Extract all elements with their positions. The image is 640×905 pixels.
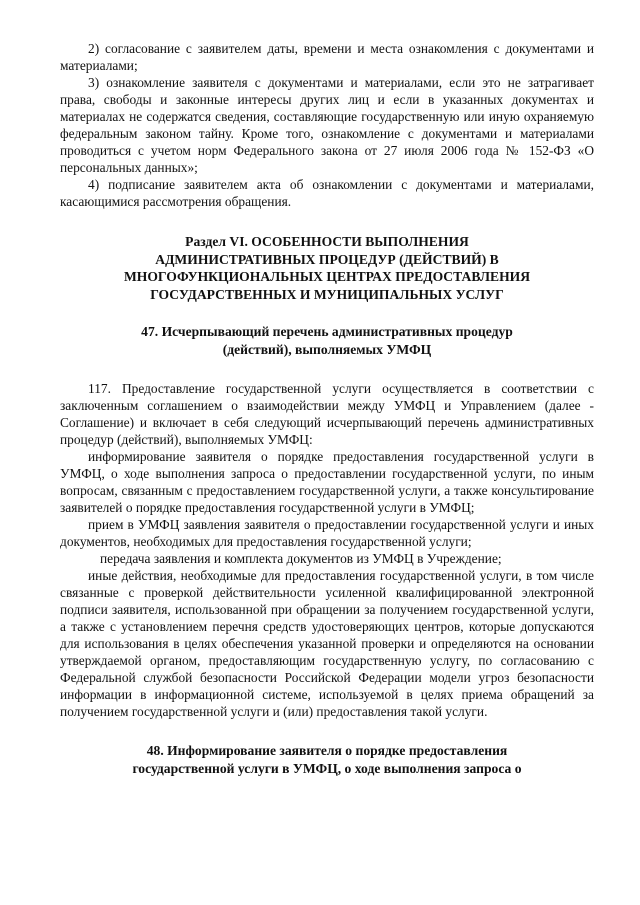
paragraph-item-3: 3) ознакомление заявителя с документами и материалами, если это не затрагивает права, свободы и законные интересы других лиц и если в указанных документах и материалах не содержатся сведения, составляющие государственную или иную охраняемую федеральным законом тайну. Кроме того, ознакомление с документами и материалами проводиться с учетом норм Федерального закона от 27 июля 2006 года № 152-ФЗ «О персональных данных»; — [60, 75, 594, 175]
paragraph-reception: прием в УМФЦ заявления заявителя о предоставлении государственной услуги и иных документов, необходимых для предоставления государственной услуги; — [60, 517, 594, 549]
section-heading-line-4: ГОСУДАРСТВЕННЫХ И МУНИЦИПАЛЬНЫХ УСЛУГ — [150, 286, 504, 302]
section-heading — [60, 233, 594, 303]
section-heading-line-1: Раздел VI. ОСОБЕННОСТИ ВЫПОЛНЕНИЯ — [185, 234, 469, 249]
subheading-47 — [60, 323, 594, 358]
paragraph-117: 117. Предоставление государственной услуги осуществляется в соответствии с заключенным соглашением о взаимодействии между УМФЦ и Управлением (далее - Соглашение) и включает в себя следующий исчерпывающий перечень административных процедур (действий), выполняемых УМФЦ: — [60, 381, 594, 447]
subheading-47-line-2: (действий), выполняемых УМФЦ — [222, 341, 432, 357]
section-heading-line-2: АДМИНИСТРАТИВНЫХ ПРОЦЕДУР (ДЕЙСТВИЙ) В — [155, 251, 499, 267]
subheading-48 — [60, 742, 594, 777]
subheading-48-line-2: государственной услуги в УМФЦ, о ходе выполнения запроса о — [132, 760, 522, 776]
paragraph-item-4: 4) подписание заявителем акта об ознакомлении с документами и материалами, касающимися рассмотрения обращения. — [60, 177, 594, 209]
paragraph-item-2: 2) согласование с заявителем даты, времени и места ознакомления с документами и материалами; — [60, 41, 594, 73]
subheading-47-line-1: 47. Исчерпывающий перечень административных процедур — [141, 324, 513, 339]
section-heading-line-3: МНОГОФУНКЦИОНАЛЬНЫХ ЦЕНТРАХ ПРЕДОСТАВЛЕНИЯ — [123, 269, 531, 284]
subheading-48-line-1: 48. Информирование заявителя о порядке предоставления — [146, 743, 508, 758]
paragraph-informing: информирование заявителя о порядке предоставления государственной услуги в УМФЦ, о ходе выполнения запроса о предоставлении государственной услуги, по иным вопросам, связанным с предоставлением государственной услуги, а также консультирование заявителей о порядке предоставления государственной услуги в УМФЦ; — [60, 449, 594, 515]
paragraph-other-actions: иные действия, необходимые для предоставления государственной услуги, в том числе связанные с проверкой действительности усиленной квалифицированной электронной подписи заявителя, использованной при обращении за получением государственной услуги, а также с установлением перечня средств удостоверяющих центров, которые допускаются для использования в целях обеспечения указанной проверки и определяются на основании утверждаемой органом, предоставляющим государственную услугу, по согласованию с Федеральной службой безопасности Российской Федерации модели угроз безопасности информации в информационной системе, используемой в целях приема обращений за получением государственной услуги и (или) предоставления такой услуги. — [60, 568, 594, 719]
paragraph-transfer: передача заявления и комплекта документов из УМФЦ в Учреждение; — [100, 551, 502, 566]
